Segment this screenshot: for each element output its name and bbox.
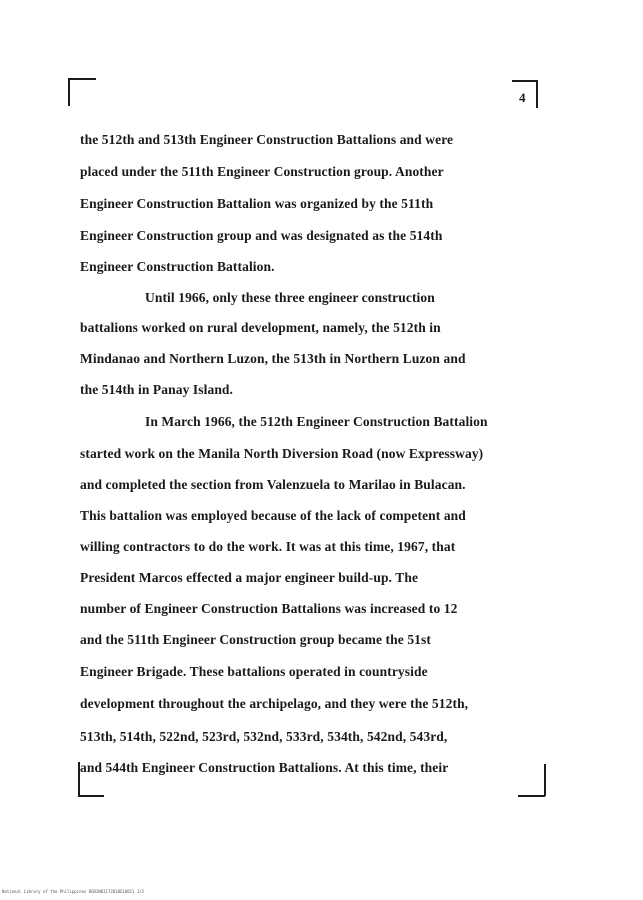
text-line: development throughout the archipelago, and they were the 512th, bbox=[80, 696, 469, 711]
text-line: the 514th in Panay Island. bbox=[80, 382, 234, 397]
text-line: started work on the Manila North Diversion Road (now Expressway) bbox=[80, 446, 484, 461]
crop-mark-bottom-right bbox=[544, 764, 546, 796]
text-line: In March 1966, the 512th Engineer Construction Battalion bbox=[145, 414, 488, 429]
page-number: 4 bbox=[519, 90, 526, 105]
crop-mark-top-right bbox=[536, 80, 538, 108]
text-line: battalions worked on rural development, namely, the 512th in bbox=[80, 320, 441, 335]
crop-mark-top-left bbox=[68, 78, 96, 80]
text-line: This battalion was employed because of the lack of competent and bbox=[80, 508, 466, 523]
text-line: and the 511th Engineer Construction group became the 51st bbox=[80, 632, 431, 647]
text-line: Engineer Construction Battalion was organized by the 511th bbox=[80, 196, 434, 211]
text-line: willing contractors to do the work. It was at this time, 1967, that bbox=[80, 539, 456, 554]
text-line: Engineer Construction group and was designated as the 514th bbox=[80, 228, 443, 243]
crop-mark-bottom-right bbox=[518, 795, 545, 797]
text-line: the 512th and 513th Engineer Construction Battalions and were bbox=[80, 132, 454, 147]
text-line: President Marcos effected a major engineer build-up. The bbox=[80, 570, 419, 585]
archive-footer-note: National Library of the Philippines RGDIN01172010G10011 1/2 bbox=[2, 889, 145, 894]
text-line: and completed the section from Valenzuela to Marilao in Bulacan. bbox=[80, 477, 466, 492]
text-line: Until 1966, only these three engineer construction bbox=[145, 290, 435, 305]
crop-mark-bottom-left bbox=[78, 795, 104, 797]
text-line: placed under the 511th Engineer Construction group. Another bbox=[80, 164, 444, 179]
text-line: Engineer Brigade. These battalions operated in countryside bbox=[80, 664, 428, 679]
text-line: 513th, 514th, 522nd, 523rd, 532nd, 533rd, 534th, 542nd, 543rd, bbox=[80, 729, 448, 744]
text-line: and 544th Engineer Construction Battalions. At this time, their bbox=[80, 760, 449, 775]
text-line: Engineer Construction Battalion. bbox=[80, 259, 275, 274]
text-line: number of Engineer Construction Battalions was increased to 12 bbox=[80, 601, 458, 616]
crop-mark-top-left bbox=[68, 78, 70, 106]
crop-mark-top-right bbox=[512, 80, 537, 82]
text-line: Mindanao and Northern Luzon, the 513th in Northern Luzon and bbox=[80, 351, 466, 366]
